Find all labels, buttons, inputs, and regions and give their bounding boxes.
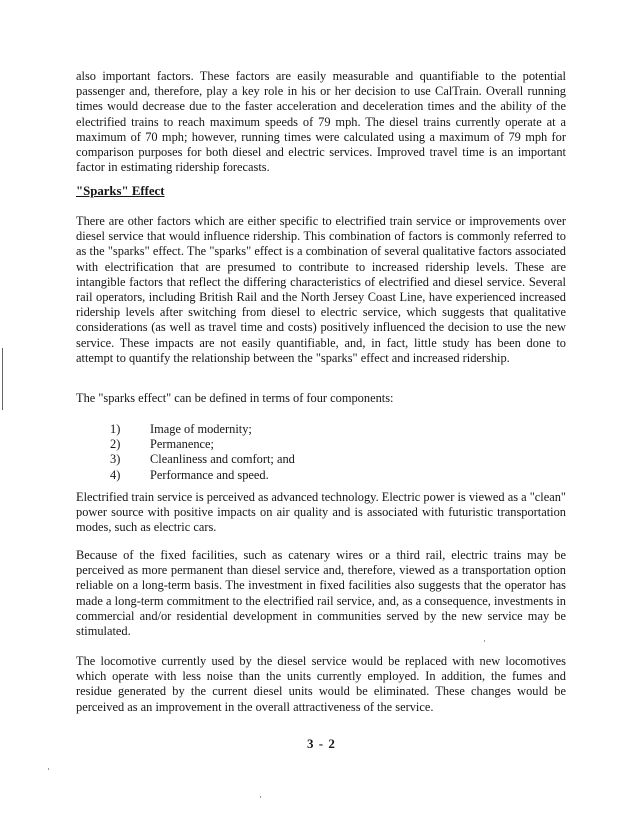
list-item xyxy=(110,452,510,467)
components-list xyxy=(110,422,510,483)
list-item xyxy=(110,422,510,437)
list-item-text: Cleanliness and comfort; and xyxy=(150,452,295,467)
section-heading-sparks-effect: "Sparks" Effect xyxy=(76,184,165,198)
paragraph-components-intro: The "sparks effect" can be defined in terms of four components: xyxy=(76,391,394,405)
list-item xyxy=(110,468,510,483)
list-item-number: 2) xyxy=(110,437,121,452)
list-item-text: Image of modernity; xyxy=(150,422,252,436)
paragraph-travel-time: also important factors. These factors are easily measurable and quantifiable to the potential passenger and, therefore, play a key role in his or her decision to use CalTrain. Overall running times would decrease due to the faster acceleration and deceleration times and the ability of the electrified trains to reach maximum speeds of 79 mph. The diesel trains currently operate at a maximum of 70 mph; however, running times were calculated using a maximum of 79 mph for comparison purposes for both diesel and electric services. Improved travel time is an important factor in estimating ridership forecasts. xyxy=(76,69,566,175)
list-item-number: 3) xyxy=(110,452,121,467)
list-item xyxy=(110,437,510,452)
scan-speck xyxy=(484,640,485,642)
scan-speck xyxy=(48,768,49,770)
page-number: 3 - 2 xyxy=(307,736,336,751)
paragraph-sparks-definition: There are other factors which are either specific to electrified train service or improvements over diesel service that would influence ridership. This combination of factors is commonly referred to as the "sparks" effect. The "sparks" effect is a combination of several qualitative factors associated with electrification that are presumed to contribute to increased ridership levels. These are intangible factors that reflect the differing characteristics of electrified and diesel service. Several rail operators, including British Rail and the North Jersey Coast Line, have experienced increased ridership levels after switching from diesel to electric service, which suggests that qualitative considerations (as well as travel time and costs) positively influenced the decision to use the new service. These impacts are not easily quantifiable, and, in fact, little study has been done to attempt to quantify the relationship between the "sparks" effect and increased ridership. xyxy=(76,214,566,365)
paragraph-cleanliness: The locomotive currently used by the diesel service would be replaced with new locomotives which operate with less noise than the units currently employed. In addition, the fumes and residue generated by the current diesel units would be eliminated. These changes would be perceived as an improvement in the overall attractiveness of the service. xyxy=(76,654,566,714)
list-item-text: Performance and speed. xyxy=(150,467,269,482)
list-item-number: 4) xyxy=(110,467,121,482)
list-item-number: 1) xyxy=(110,422,121,436)
paragraph-modernity: Electrified train service is perceived as advanced technology. Electric power is viewed as a "clean" power source with positive impacts on air quality and is associated with futuristic transportation modes, such as electric cars. xyxy=(76,490,566,535)
list-item-text: Permanence; xyxy=(150,437,214,452)
scan-speck xyxy=(260,796,261,798)
paragraph-permanence: Because of the fixed facilities, such as catenary wires or a third rail, electric trains may be perceived as more permanent than diesel service and, therefore, viewed as a transportation option reliable on a long-term basis. The investment in fixed facilities also suggests that the operator has made a long-term commitment to the electrified rail service, and, as a consequence, investments in commercial and/or residential development in communities served by the new service may be stimulated. xyxy=(76,548,566,639)
scan-margin-mark xyxy=(2,348,3,410)
